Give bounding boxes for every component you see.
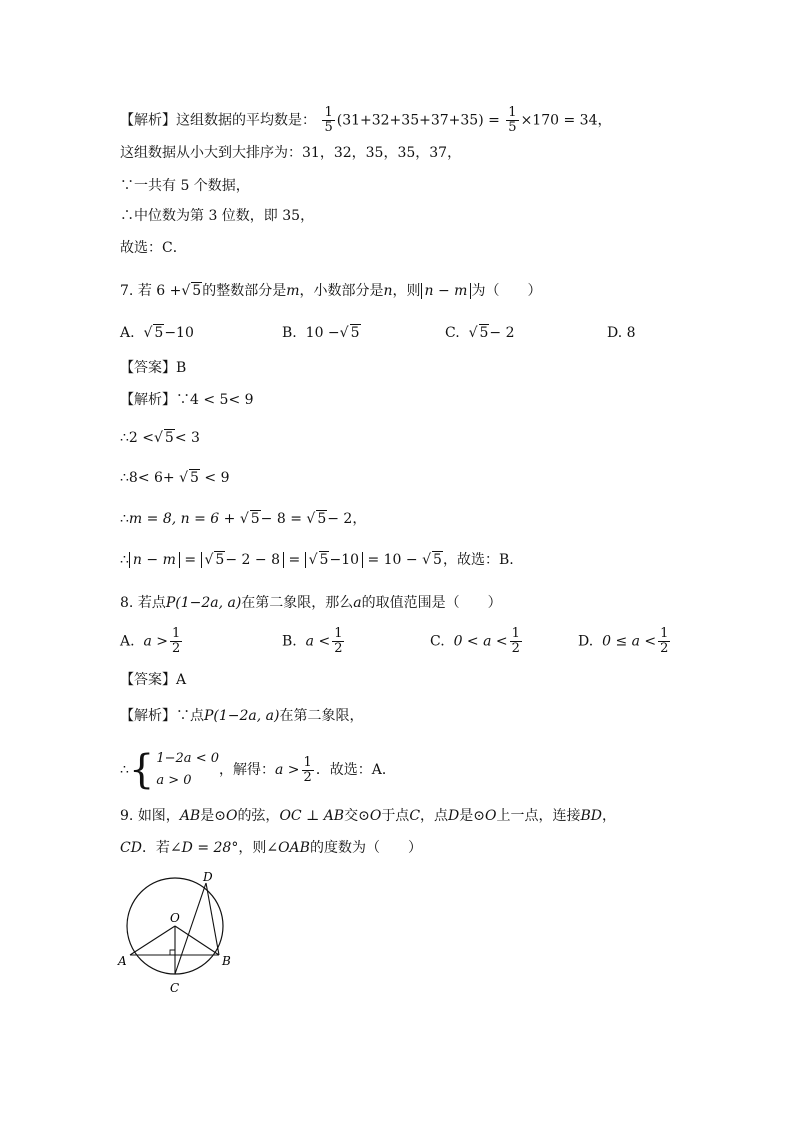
answer-value: B bbox=[176, 360, 187, 376]
label-a: A bbox=[118, 954, 127, 968]
answer-value: A bbox=[176, 672, 187, 688]
label-b: B bbox=[222, 954, 231, 968]
q7-expr: 6 + bbox=[156, 283, 182, 299]
option-label: C. bbox=[445, 325, 460, 341]
answer-tag: 【答案】 bbox=[120, 360, 176, 376]
var-m: m bbox=[286, 283, 300, 299]
q7-stem bbox=[120, 281, 541, 301]
fraction-one-fifth-2: $\frac{1}{5}$ bbox=[508, 105, 517, 135]
q8-stem: 8. 若点P(1−2a, a)在第二象限，那么a的取值范围是（ ） bbox=[120, 595, 502, 611]
q7-analysis-1 bbox=[120, 390, 254, 410]
var-n: n bbox=[383, 283, 393, 299]
q9-stem-line2: CD．若∠D = 28°，则∠OAB的度数为（ ） bbox=[120, 840, 422, 856]
q9-stem-line1: 9. 如图，AB是⊙O的弦，OC ⊥ AB交⊙O于点C，点D是⊙O上一点，连接BD， bbox=[120, 808, 616, 824]
sqrt-5: √ 5 bbox=[181, 283, 202, 299]
q8-answer bbox=[120, 670, 186, 690]
mean-text: 这组数据的平均数是： bbox=[176, 112, 316, 129]
analysis-tag: 【解析】 bbox=[120, 112, 176, 129]
q7-analysis-5: ∴ n − m = √ 5− 2 − 8 = √ 5−10 = 10 − √ 5，故选：B. bbox=[120, 552, 514, 568]
q7-option-d[interactable]: D. 8 bbox=[607, 325, 636, 341]
option-label: A. bbox=[120, 633, 135, 650]
q7-number: 7. bbox=[120, 283, 134, 299]
q7-stem-c: ，小数部分是 bbox=[299, 283, 384, 299]
q8-number: 8. bbox=[120, 595, 134, 611]
q8-option-b[interactable]: B. a < $\frac{1}{2}$ bbox=[282, 626, 343, 656]
step: ∵4 < 5< 9 bbox=[176, 392, 254, 408]
label-c: C bbox=[170, 981, 180, 995]
q7-stem-d: ，则 bbox=[392, 283, 421, 299]
q8-option-c[interactable]: C. 0 < a < $\frac{1}{2}$ bbox=[430, 626, 520, 656]
equals-sign: = bbox=[488, 112, 500, 129]
fraction-one-fifth: $\frac{1}{5}$ bbox=[324, 105, 333, 135]
q6-sorted-line: 这组数据从小大到大排序为：31，32，35，35，37， bbox=[120, 145, 462, 161]
analysis-tag: 【解析】 bbox=[120, 392, 176, 408]
q8-option-d[interactable]: D. 0 ≤ a < $\frac{1}{2}$ bbox=[578, 626, 669, 656]
q9-circle-figure bbox=[115, 868, 250, 998]
label-d: D bbox=[203, 870, 213, 884]
analysis-tag: 【解析】 bbox=[120, 708, 176, 724]
point-p: P(1−2a, a) bbox=[165, 595, 242, 611]
segment-ob bbox=[175, 926, 219, 955]
q8-analysis-1: 【解析】∵点P(1−2a, a)在第二象限， bbox=[120, 708, 364, 724]
option-label: B. bbox=[282, 325, 297, 341]
q9-number: 9. bbox=[120, 808, 134, 824]
q7-analysis-2: ∴2 <√ 5< 3 bbox=[120, 430, 200, 446]
abs-n-minus-m: n − m bbox=[421, 283, 472, 299]
option-label: A. bbox=[120, 325, 135, 341]
q7-analysis-3: ∴8< 6+ √ 5 < 9 bbox=[120, 470, 230, 486]
option-label: D. bbox=[578, 633, 594, 650]
q7-analysis-4: ∴m = 8, n = 6 + √ 5− 8 = √ 5− 2， bbox=[120, 511, 367, 527]
comma: ， bbox=[597, 112, 612, 129]
q8-option-a[interactable]: A. a > $\frac{1}{2}$ bbox=[120, 626, 181, 656]
segment-oa bbox=[130, 926, 175, 955]
option-label: C. bbox=[430, 633, 445, 650]
option-label: B. bbox=[282, 633, 297, 650]
q6-count-line: ∵一共有 5 个数据， bbox=[120, 178, 250, 194]
segment-bd bbox=[206, 883, 219, 955]
q7-option-b[interactable]: B. 10 −√ 5 bbox=[282, 325, 360, 341]
q7-stem-e: 为（ ） bbox=[471, 283, 542, 299]
sum-expression: (31+32+35+37+35) bbox=[336, 112, 484, 129]
right-angle-mark bbox=[170, 950, 175, 955]
answer-tag: 【答案】 bbox=[120, 672, 176, 688]
q7-option-a[interactable]: A. √ 5−10 bbox=[120, 325, 194, 341]
q7-option-c[interactable]: C. √ 5− 2 bbox=[445, 325, 515, 341]
q7-stem-b: 的整数部分是 bbox=[202, 283, 287, 299]
times-result: ×170 = 34 bbox=[520, 112, 598, 129]
q6-median-line: ∴中位数为第 3 位数，即 35， bbox=[120, 208, 315, 224]
option-label: D. bbox=[607, 325, 623, 341]
label-o: O bbox=[170, 911, 180, 925]
q7-stem-a: 若 bbox=[137, 283, 152, 299]
q7-answer bbox=[120, 358, 186, 378]
q6-mean-line bbox=[120, 106, 611, 135]
q8-analysis-2: ∴ { 1−2a < 0 a > 0 ，解得：a > $\frac{1}{2}$ ．故选：A． bbox=[120, 747, 396, 793]
q6-answer-line: 故选：C． bbox=[120, 240, 187, 256]
inequality-system: { 1−2a < 0 a > 0 bbox=[128, 747, 219, 793]
